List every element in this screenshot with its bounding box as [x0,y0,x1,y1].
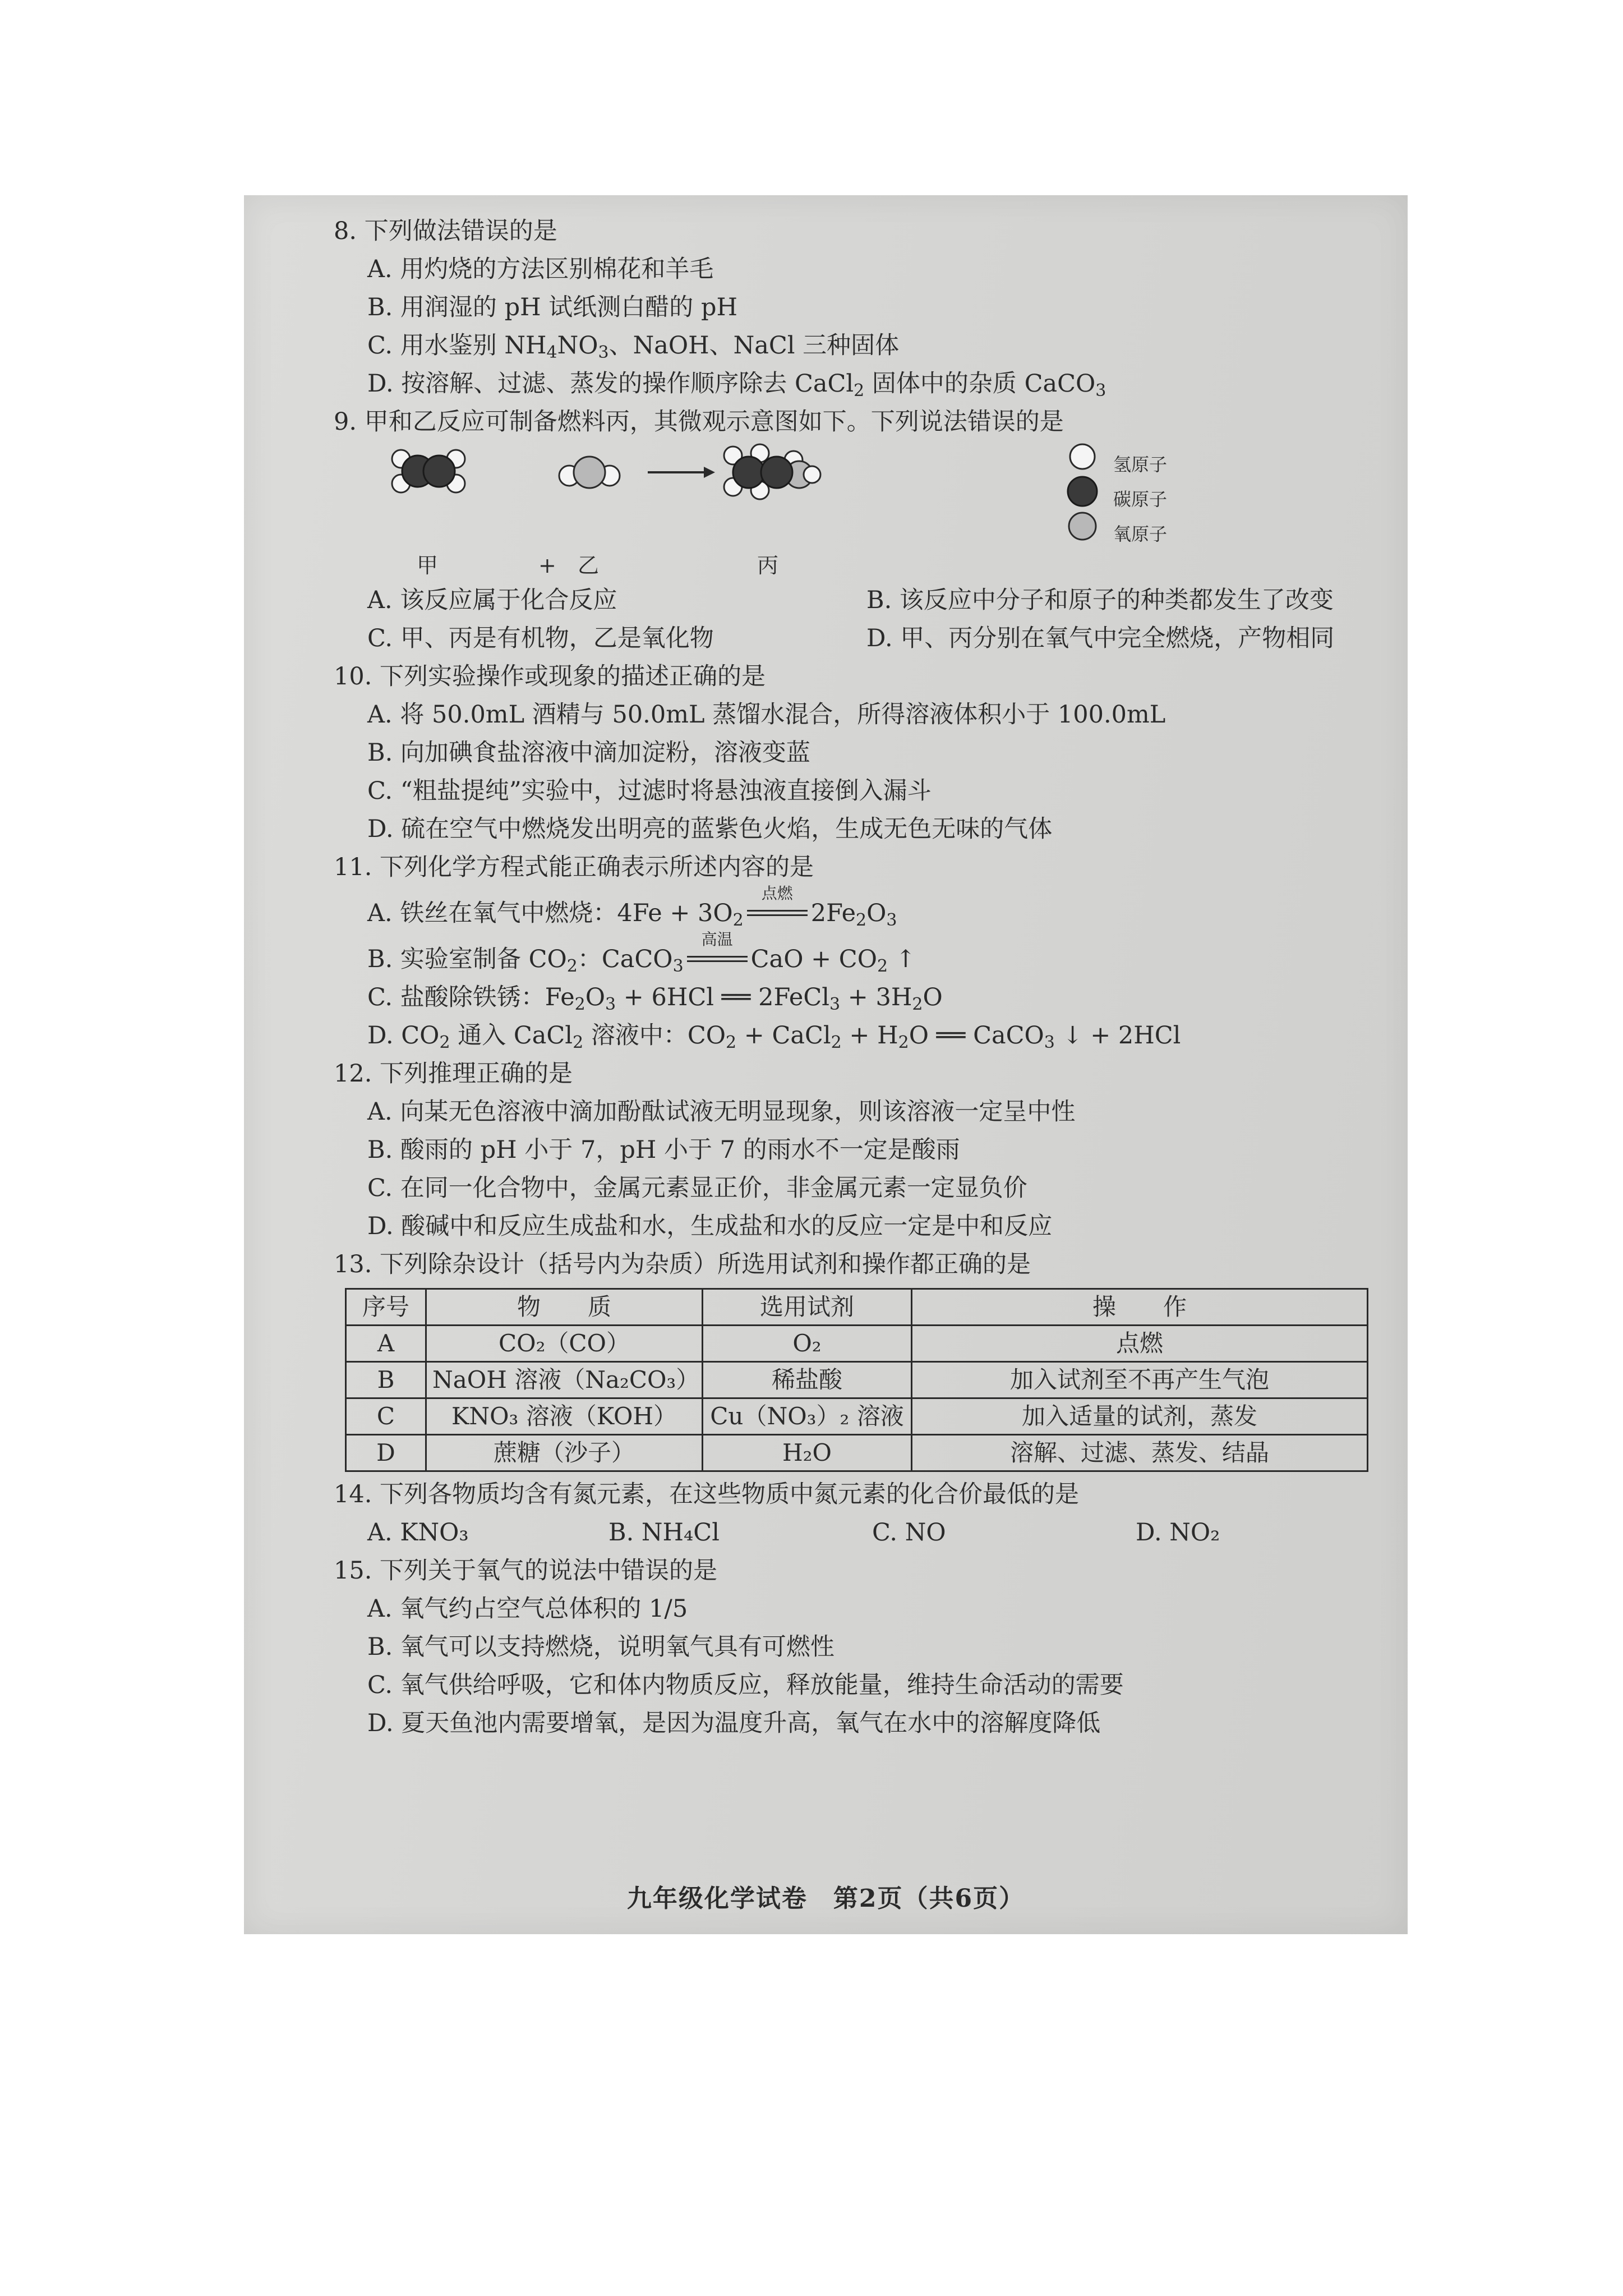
c-atom [733,457,764,488]
q11a-text-1: A. 铁丝在氧气中燃烧：4Fe + 3O [367,899,733,927]
cell-reagent: H₂O [703,1435,912,1471]
col-header-substance: 物 质 [426,1289,703,1326]
legend-c-label: 碳原子 [1113,489,1168,510]
legend-o-atom [1069,513,1096,540]
cell-substance: NaOH 溶液（Na₂CO₃） [426,1362,703,1398]
question-15-option-d: D. 夏天鱼池内需要增氧，是因为温度升高，氧气在水中的溶解度降低 [367,1709,1101,1737]
question-15-option-b: B. 氧气可以支持燃烧，说明氧气具有可燃性 [367,1633,834,1661]
o-atom [574,457,605,488]
question-11 [334,848,1399,1055]
label-jia: 甲 [417,553,439,578]
question-9 [334,403,1399,657]
question-10-stem: 10. 下列实验操作或现象的描述正确的是 [334,662,766,691]
question-13 [334,1245,1399,1472]
cell-substance: KNO₃ 溶液（KOH） [426,1398,703,1435]
q11c-text-1: C. 盐酸除铁锈：Fe [367,983,575,1011]
question-8-option-d [334,365,1399,403]
question-8 [334,212,1399,403]
reaction-diagram [367,441,1399,581]
q8d-sub-2: 2 [854,381,865,401]
col-header-reagent: 选用试剂 [703,1289,912,1326]
q8c-text-2: NO [557,332,598,360]
exam-page [244,195,1408,1934]
impurity-removal-table [345,1288,1368,1472]
question-12-option-b: B. 酸雨的 pH 小于 7，pH 小于 7 的雨水不一定是酸雨 [367,1136,960,1164]
q11a-sub-2: 2 [732,910,744,930]
q11b-text-2: ：CaCO [577,945,673,973]
q8d-sub-3: 3 [1095,381,1106,401]
question-15 [334,1552,1399,1742]
question-9-stem: 9. 甲和乙反应可制备燃料丙，其微观示意图如下。下列说法错误的是 [334,408,1064,436]
equation-arrow-ignite [744,884,811,924]
cell-operation: 加入试剂至不再产生气泡 [912,1362,1368,1398]
question-14-option-c: C. NO [872,1519,946,1547]
q11b-sub-2b: 2 [877,956,888,976]
cell-reagent: Cu（NO₃）₂ 溶液 [703,1398,912,1435]
q11b-sub-2: 2 [566,956,578,976]
q11d-text-7: ↓ + 2HCl [1054,1022,1181,1050]
q11d-text-4: + CaCl [736,1022,831,1050]
exam-content [334,212,1399,1742]
c-atom [423,455,455,487]
q11c-sub-2b: 2 [912,995,923,1014]
question-8-stem: 8. 下列做法错误的是 [334,217,557,245]
legend-h-atom [1070,444,1095,469]
q11c-text-3: + 6HCl ══ 2FeCl [616,983,830,1011]
q11c-sub-3: 3 [605,995,616,1014]
q11d-sub-2b: 2 [573,1033,584,1052]
question-15-stem: 15. 下列关于氧气的说法中错误的是 [334,1557,718,1585]
q11d-sub-2e: 2 [898,1033,909,1052]
table-header-row [346,1289,1368,1326]
q11a-text-2: 2Fe [810,899,856,927]
question-11-option-d [334,1016,1399,1055]
q11d-sub-2d: 2 [831,1033,842,1052]
label-yi: 乙 [578,553,600,578]
q11c-sub-2: 2 [574,995,585,1014]
q8d-text-1: D. 按溶解、过滤、蒸发的操作顺序除去 CaCl [367,370,854,398]
q11d-sub-3: 3 [1044,1033,1055,1052]
label-bing: 丙 [757,553,779,578]
question-10-option-c: C. “粗盐提纯”实验中，过滤时将悬浊液直接倒入漏斗 [367,777,932,805]
question-15-option-c: C. 氧气供给呼吸，它和体内物质反应，释放能量，维持生命活动的需要 [367,1671,1124,1699]
question-10-option-d: D. 硫在空气中燃烧发出明亮的蓝紫色火焰，生成无色无味的气体 [367,815,1053,843]
q11b-text-4: ↑ [888,945,916,973]
q11b-text-1: B. 实验室制备 CO [367,945,567,973]
q11c-sub-3b: 3 [829,995,841,1014]
question-8-option-a: A. 用灼烧的方法区别棉花和羊毛 [367,255,714,283]
cell-operation: 溶解、过滤、蒸发、结晶 [912,1435,1368,1471]
col-header-operation: 操 作 [912,1289,1368,1326]
q11b-text-3: CaO + CO [750,945,877,973]
question-14-option-a: A. KNO₃ [367,1519,469,1547]
question-12-option-c: C. 在同一化合物中，金属元素显正价，非金属元素一定显负价 [367,1174,1027,1202]
double-bar [747,910,808,912]
molecule-yi [559,457,620,488]
legend-c-atom [1068,477,1097,506]
question-14-options [334,1513,1399,1552]
cell-id: D [346,1435,426,1471]
question-10-option-b: B. 向加碘食盐溶液中滴加淀粉，溶液变蓝 [367,739,810,767]
reaction-arrow [648,467,715,478]
question-10 [334,657,1399,848]
molecule-jia [392,450,465,493]
reaction-diagram-svg [367,441,1321,581]
table-row [346,1362,1368,1398]
molecule-bing [724,444,820,499]
q11c-text-2: O [585,983,605,1011]
cell-operation: 加入适量的试剂，蒸发 [912,1398,1368,1435]
condition-high-temp: 高温 [701,930,733,949]
q11d-text-3: 溶液中：CO [583,1022,726,1050]
q8c-sub-4: 4 [546,343,557,362]
cell-substance: 蔗糖（沙子） [426,1435,703,1471]
question-12-option-a: A. 向某无色溶液中滴加酚酞试液无明显现象，则该溶液一定呈中性 [367,1098,1076,1126]
q11a-o: O [866,899,887,927]
q11d-text-5: + H [841,1022,898,1050]
table-row [346,1435,1368,1471]
cell-id: B [346,1362,426,1398]
question-11-option-b [334,930,1399,978]
atom-legend [1068,444,1097,540]
q11c-text-4: + 3H [840,983,912,1011]
q11c-text-5: O [923,983,943,1011]
q8c-text-1: C. 用水鉴别 NH [367,332,547,360]
cell-reagent: 稀盐酸 [703,1362,912,1398]
table-row [346,1398,1368,1435]
cell-substance: CO₂（CO） [426,1326,703,1362]
question-15-option-a: A. 氧气约占空气总体积的 1/5 [367,1595,688,1623]
c-atom [761,457,792,488]
equation-arrow-high-temp [684,930,751,970]
q11d-text-1: D. CO [367,1022,440,1050]
cell-id: A [346,1326,426,1362]
q11b-sub-3: 3 [672,956,684,976]
cell-id: C [346,1398,426,1435]
question-8-option-b: B. 用润湿的 pH 试纸测白醋的 pH [367,293,737,321]
double-bar [687,956,748,958]
q8c-sub-3: 3 [598,343,609,362]
question-11-stem: 11. 下列化学方程式能正确表示所述内容的是 [334,853,814,881]
q11a-sub-2b: 2 [856,910,867,930]
question-9-options [334,581,1399,657]
cell-reagent: O₂ [703,1326,912,1362]
q11a-sub-3: 3 [886,910,897,930]
h-atom [804,466,820,483]
legend-h-label: 氢原子 [1113,454,1168,475]
q11d-sub-2c: 2 [725,1033,737,1052]
question-10-option-a: A. 将 50.0mL 酒精与 50.0mL 蒸馏水混合，所得溶液体积小于 100.0mL [367,701,1166,729]
page-footer: 九年级化学试卷 第2页（共6页） [626,1884,1025,1913]
question-9-option-b: B. 该反应中分子和原子的种类都发生了改变 [866,586,1334,614]
question-12 [334,1055,1399,1245]
question-11-option-c [334,978,1399,1016]
table-row [346,1326,1368,1362]
question-12-stem: 12. 下列推理正确的是 [334,1060,573,1088]
question-14-option-b: B. NH₄Cl [608,1519,720,1547]
q11d-text-6: O ══ CaCO [909,1022,1044,1050]
question-14-option-d: D. NO₂ [1136,1519,1220,1547]
cell-operation: 点燃 [912,1326,1368,1362]
question-11-option-a [334,884,1399,932]
q8c-text-3: 、NaOH、NaCl 三种固体 [608,332,900,360]
col-header-id: 序号 [346,1289,426,1326]
question-14-stem: 14. 下列各物质均含有氮元素，在这些物质中氮元素的化合价最低的是 [334,1480,1080,1508]
question-13-stem: 13. 下列除杂设计（括号内为杂质）所选用试剂和操作都正确的是 [334,1250,1031,1278]
q11d-text-2: 通入 CaCl [450,1022,573,1050]
condition-ignite: 点燃 [761,884,793,903]
plus-sign: + [538,553,556,578]
legend-o-label: 氧原子 [1113,523,1168,545]
question-14 [334,1475,1399,1552]
q8d-text-2: 固体中的杂质 CaCO [864,370,1096,398]
question-8-option-c [334,326,1399,365]
question-9-option-d: D. 甲、丙分别在氧气中完全燃烧，产物相同 [866,624,1335,652]
question-9-option-c: C. 甲、丙是有机物，乙是氧化物 [367,624,714,652]
q11d-sub-2: 2 [439,1033,450,1052]
question-12-option-d: D. 酸碱中和反应生成盐和水，生成盐和水的反应一定是中和反应 [367,1212,1053,1240]
question-9-option-a: A. 该反应属于化合反应 [367,586,617,614]
